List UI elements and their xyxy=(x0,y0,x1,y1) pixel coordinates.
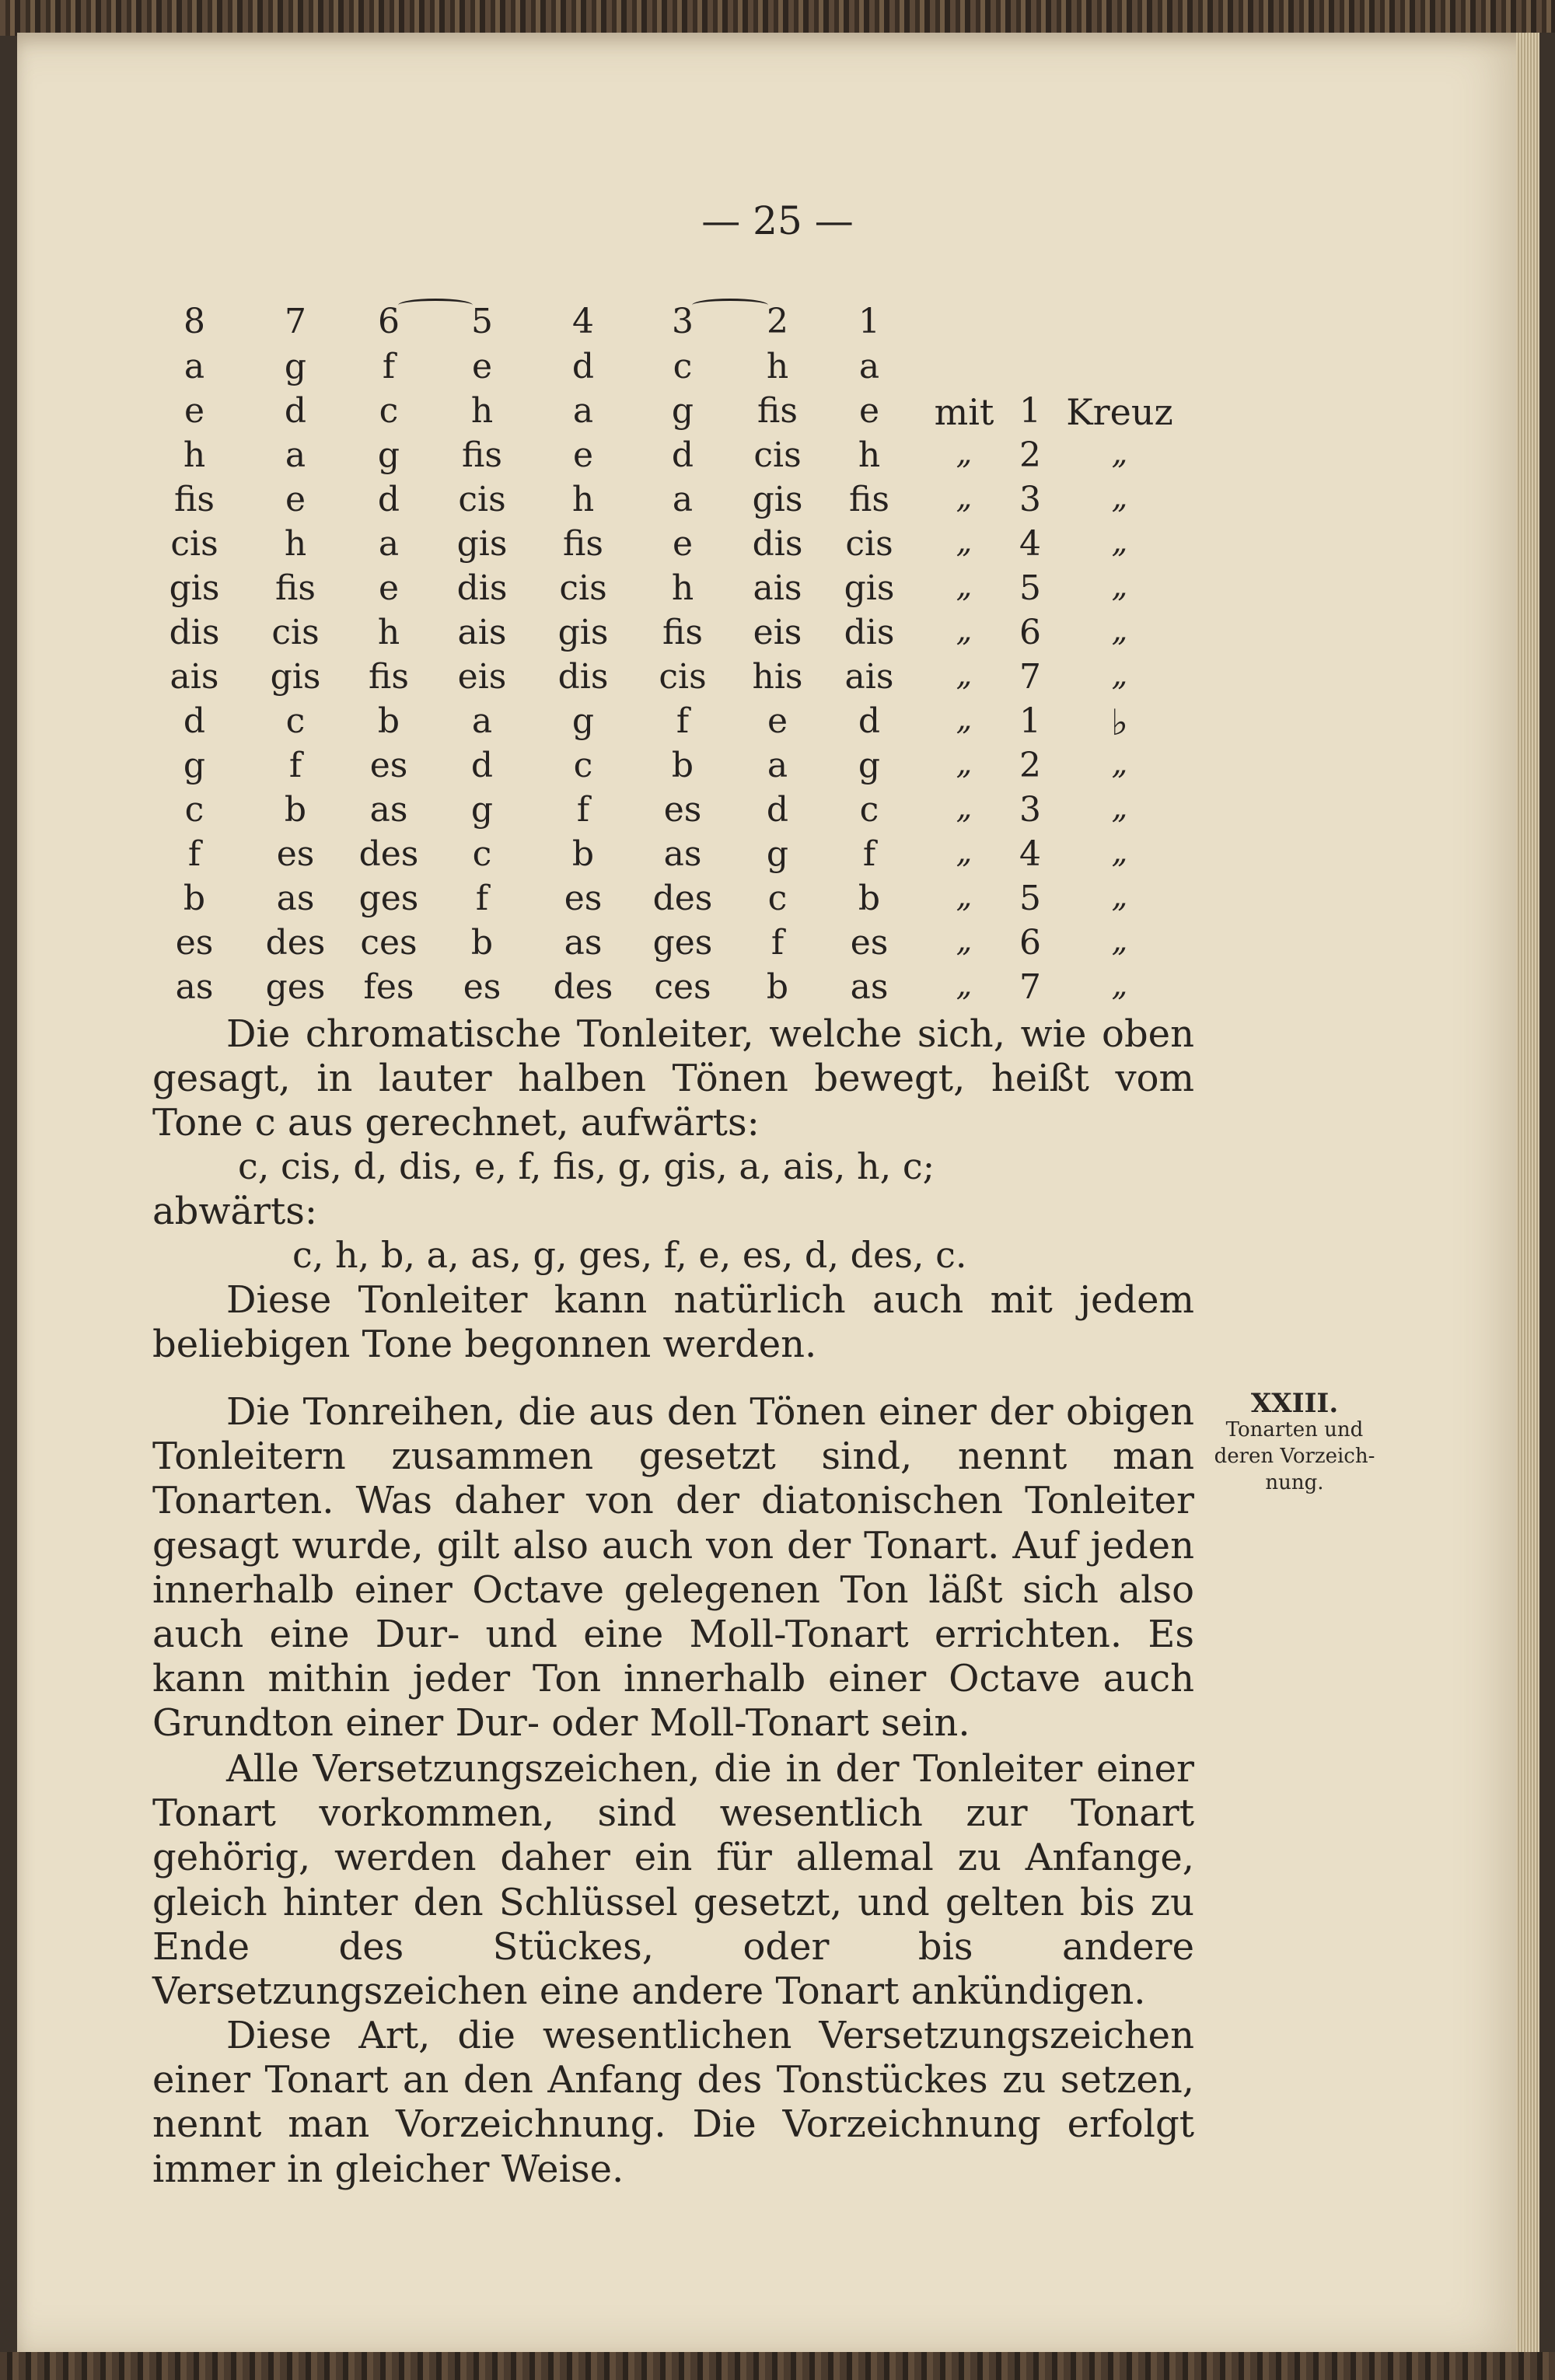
table-cell: h xyxy=(377,613,400,652)
table-cell: e xyxy=(285,480,306,519)
table-cell: b xyxy=(671,746,694,785)
table-header-degree: 2 xyxy=(767,302,788,341)
table-cell: ges xyxy=(652,923,713,963)
table-header-degree: 4 xyxy=(572,302,594,341)
paragraph-5-block xyxy=(152,2014,1194,2192)
table-cell: h xyxy=(284,524,307,564)
table-cell: as xyxy=(369,790,408,830)
table-sign: „ xyxy=(1111,613,1128,648)
table-cell: g xyxy=(571,701,595,741)
table-cell: fis xyxy=(174,480,215,519)
table-cell: as xyxy=(175,967,214,1007)
table-cell: a xyxy=(285,435,306,475)
table-cell: b xyxy=(571,834,595,874)
table-count: 4 xyxy=(1019,524,1041,564)
table-cell: d xyxy=(377,480,400,519)
table-count: 5 xyxy=(1019,879,1041,918)
table-cell: gis xyxy=(557,613,609,652)
paragraph-4: Alle Versetzungszeichen, die in der Tonleiter einer Tonart vorkommen, sind wesentlich zur Tonart gehörig, werden daher ein für allemal zu Anfange, gleich hinter den Schlüssel gesetzt, und gelten bis zu Ende des Stückes, oder bis andere Versetzungszeichen eine andere Tonart ankündigen. xyxy=(152,1747,1194,2014)
table-cell: c xyxy=(184,790,204,830)
table-cell: d xyxy=(284,391,307,431)
paragraph-4-block xyxy=(152,1747,1194,2014)
table-cell: es xyxy=(564,879,603,918)
table-cell: gis xyxy=(270,657,321,697)
table-cell: cis xyxy=(271,613,320,652)
table-cell: dis xyxy=(456,568,508,608)
table-cell: es xyxy=(663,790,702,830)
marginal-note xyxy=(1201,1390,1388,1496)
table-count: 2 xyxy=(1019,435,1041,475)
table-mit: „ xyxy=(956,435,973,471)
table-cell: cis xyxy=(559,568,607,608)
section-number: XXIII. xyxy=(1250,1388,1339,1419)
table-sign: „ xyxy=(1111,524,1128,560)
table-cell: fis xyxy=(849,480,889,519)
table-cell: f xyxy=(771,923,784,963)
paragraph-3-block xyxy=(152,1390,1194,1746)
table-cell: d xyxy=(766,790,789,830)
table-cell: c xyxy=(573,746,593,785)
table-cell: as xyxy=(564,923,603,963)
table-cell: b xyxy=(766,967,789,1007)
table-cell: g xyxy=(284,347,307,386)
table-cell: dis xyxy=(169,613,220,652)
table-header-degree: 8 xyxy=(183,302,205,341)
table-cell: gis xyxy=(456,524,508,564)
table-cell: c xyxy=(472,834,492,874)
table-cell: cis xyxy=(753,435,802,475)
table-cell: es xyxy=(175,923,214,963)
table-cell: dis xyxy=(557,657,609,697)
paragraph-3: Die Tonreihen, die aus den Tönen einer der obigen Tonleitern zusammen gesetzt sind, nennt man Tonarten. Was daher von der diatonischen Tonleiter gesagt wurde, gilt also auch von der Tonart. Auf jeden innerhalb einer Octave gelegenen Ton läßt sich also auch eine Dur- und eine Moll-Tonart errichten. Es kann mithin jeder Ton innerhalb einer Octave auch Grundton einer Dur- oder Moll-Tonart sein. xyxy=(152,1390,1194,1746)
table-cell: g xyxy=(183,746,206,785)
table-cell: e xyxy=(767,701,788,741)
table-cell: cis xyxy=(845,524,893,564)
table-cell: ges xyxy=(358,879,419,918)
key-signature-table xyxy=(0,0,1555,1011)
table-cell: f xyxy=(475,879,489,918)
paragraph-2-block xyxy=(152,1278,1194,1367)
table-cell: b xyxy=(470,923,494,963)
table-header-degree: 3 xyxy=(672,302,694,341)
table-cell: a xyxy=(183,347,205,386)
table-mit: „ xyxy=(956,613,973,648)
table-mit: „ xyxy=(956,657,973,693)
table-cell: d xyxy=(183,701,206,741)
table-mit: mit xyxy=(934,391,994,433)
table-cell: fis xyxy=(275,568,316,608)
table-cell: d xyxy=(671,435,694,475)
table-sign: „ xyxy=(1111,657,1128,693)
table-cell: his xyxy=(752,657,803,697)
table-cell: eis xyxy=(753,613,802,652)
table-cell: c xyxy=(379,391,399,431)
table-mit: „ xyxy=(956,568,973,604)
table-cell: ais xyxy=(169,657,219,697)
table-sign: „ xyxy=(1111,834,1128,870)
table-cell: as xyxy=(663,834,702,874)
table-cell: es xyxy=(276,834,315,874)
table-cell: f xyxy=(576,790,590,830)
slur-mark xyxy=(692,299,768,312)
table-mit: „ xyxy=(956,923,973,959)
table-cell: c xyxy=(673,347,693,386)
table-cell: gis xyxy=(844,568,895,608)
table-sign: Kreuz xyxy=(1066,391,1173,433)
table-cell: h xyxy=(858,435,881,475)
table-cell: g xyxy=(470,790,494,830)
table-cell: h xyxy=(470,391,494,431)
table-count: 7 xyxy=(1019,657,1041,697)
table-count: 1 xyxy=(1019,701,1041,741)
table-cell: dis xyxy=(844,613,895,652)
ascending-scale: c, cis, d, dis, e, f, fis, g, gis, a, ais, h, c; xyxy=(238,1145,935,1187)
table-cell: c xyxy=(767,879,788,918)
table-count: 4 xyxy=(1019,834,1041,874)
table-cell: h xyxy=(571,480,595,519)
table-cell: cis xyxy=(659,657,707,697)
table-mit: „ xyxy=(956,834,973,870)
table-cell: ais xyxy=(457,613,507,652)
table-cell: ais xyxy=(844,657,894,697)
table-cell: ces xyxy=(360,923,418,963)
table-mit: „ xyxy=(956,480,973,515)
table-cell: fis xyxy=(369,657,409,697)
table-sign: ♭ xyxy=(1111,701,1128,743)
table-cell: c xyxy=(285,701,306,741)
table-header-degree: 5 xyxy=(471,302,493,341)
table-cell: fis xyxy=(462,435,502,475)
table-cell: as xyxy=(850,967,889,1007)
table-sign: „ xyxy=(1111,879,1128,914)
table-cell: fes xyxy=(363,967,414,1007)
table-sign: „ xyxy=(1111,568,1128,604)
table-header-degree: 7 xyxy=(285,302,306,341)
table-cell: ais xyxy=(753,568,802,608)
table-cell: d xyxy=(571,347,595,386)
table-cell: es xyxy=(463,967,501,1007)
table-cell: f xyxy=(187,834,201,874)
table-cell: c xyxy=(859,790,879,830)
table-cell: a xyxy=(672,480,694,519)
table-cell: e xyxy=(378,568,400,608)
table-cell: d xyxy=(858,701,881,741)
table-cell: fis xyxy=(757,391,798,431)
table-sign: „ xyxy=(1111,923,1128,959)
marginal-line-3: nung. xyxy=(1265,1471,1324,1494)
marginal-line-1: Tonarten und xyxy=(1225,1418,1364,1442)
table-mit: „ xyxy=(956,790,973,826)
table-cell: as xyxy=(276,879,315,918)
slur-mark xyxy=(398,299,473,312)
table-cell: gis xyxy=(169,568,220,608)
table-sign: „ xyxy=(1111,746,1128,781)
table-cell: ges xyxy=(265,967,326,1007)
table-cell: g xyxy=(858,746,881,785)
table-cell: es xyxy=(369,746,408,785)
paragraph-chromatic: Die chromatische Tonleiter, welche sich, wie oben gesagt, in lauter halben Tönen bewegt, heißt vom Tone c aus gerechnet, aufwärts: xyxy=(152,1012,1194,1145)
table-cell: e xyxy=(858,391,880,431)
abwaerts-label: abwärts: xyxy=(152,1190,318,1233)
table-cell: des xyxy=(652,879,713,918)
table-cell: d xyxy=(470,746,494,785)
table-cell: a xyxy=(471,701,493,741)
table-sign: „ xyxy=(1111,435,1128,471)
table-cell: fis xyxy=(662,613,703,652)
table-mit: „ xyxy=(956,746,973,781)
table-cell: fis xyxy=(563,524,603,564)
book-cover-bottom xyxy=(0,2352,1555,2380)
table-cell: h xyxy=(671,568,694,608)
table-count: 3 xyxy=(1019,790,1041,830)
table-cell: e xyxy=(183,391,205,431)
table-count: 6 xyxy=(1019,923,1041,963)
table-cell: b xyxy=(183,879,206,918)
table-count: 1 xyxy=(1019,391,1041,431)
table-cell: f xyxy=(862,834,876,874)
table-cell: des xyxy=(358,834,419,874)
chromatic-scale-text xyxy=(152,1012,1194,1146)
table-cell: f xyxy=(382,347,396,386)
table-cell: b xyxy=(284,790,307,830)
table-count: 6 xyxy=(1019,613,1041,652)
table-count: 7 xyxy=(1019,967,1041,1007)
table-sign: „ xyxy=(1111,790,1128,826)
table-cell: h xyxy=(183,435,206,475)
table-cell: a xyxy=(767,746,788,785)
table-cell: b xyxy=(377,701,400,741)
table-cell: ces xyxy=(654,967,711,1007)
table-count: 5 xyxy=(1019,568,1041,608)
table-cell: g xyxy=(377,435,400,475)
table-mit: „ xyxy=(956,879,973,914)
paragraph-5: Diese Art, die wesentlichen Versetzungszeichen einer Tonart an den Anfang des Tonstückes zu setzen, nennt man Vorzeichnung. Die Vorzeichnung erfolgt immer in gleicher Weise. xyxy=(152,2014,1194,2191)
table-mit: „ xyxy=(956,967,973,1003)
table-cell: f xyxy=(676,701,690,741)
table-count: 2 xyxy=(1019,746,1041,785)
table-cell: b xyxy=(858,879,881,918)
paragraph-2: Diese Tonleiter kann natürlich auch mit jedem beliebigen Tone begonnen werden. xyxy=(152,1278,1194,1367)
table-cell: dis xyxy=(752,524,803,564)
table-header-degree: 1 xyxy=(858,302,880,341)
table-cell: e xyxy=(572,435,594,475)
table-cell: g xyxy=(671,391,694,431)
table-cell: e xyxy=(471,347,493,386)
table-cell: cis xyxy=(458,480,506,519)
table-sign: „ xyxy=(1111,480,1128,515)
table-sign: „ xyxy=(1111,967,1128,1003)
table-cell: h xyxy=(766,347,789,386)
table-cell: a xyxy=(378,524,400,564)
table-cell: e xyxy=(672,524,694,564)
descending-scale: c, h, b, a, as, g, ges, f, e, es, d, des, c. xyxy=(292,1234,967,1276)
table-cell: cis xyxy=(170,524,218,564)
table-count: 3 xyxy=(1019,480,1041,519)
table-cell: f xyxy=(288,746,302,785)
page-number: — 25 — xyxy=(701,198,854,243)
table-mit: „ xyxy=(956,701,973,737)
table-cell: des xyxy=(553,967,613,1007)
table-cell: gis xyxy=(752,480,803,519)
table-cell: a xyxy=(858,347,880,386)
table-cell: a xyxy=(572,391,594,431)
table-header-degree: 6 xyxy=(378,302,400,341)
table-cell: eis xyxy=(457,657,507,697)
table-cell: es xyxy=(850,923,889,963)
marginal-line-2: deren Vorzeich- xyxy=(1214,1445,1375,1468)
table-cell: des xyxy=(265,923,326,963)
table-mit: „ xyxy=(956,524,973,560)
table-cell: g xyxy=(766,834,789,874)
